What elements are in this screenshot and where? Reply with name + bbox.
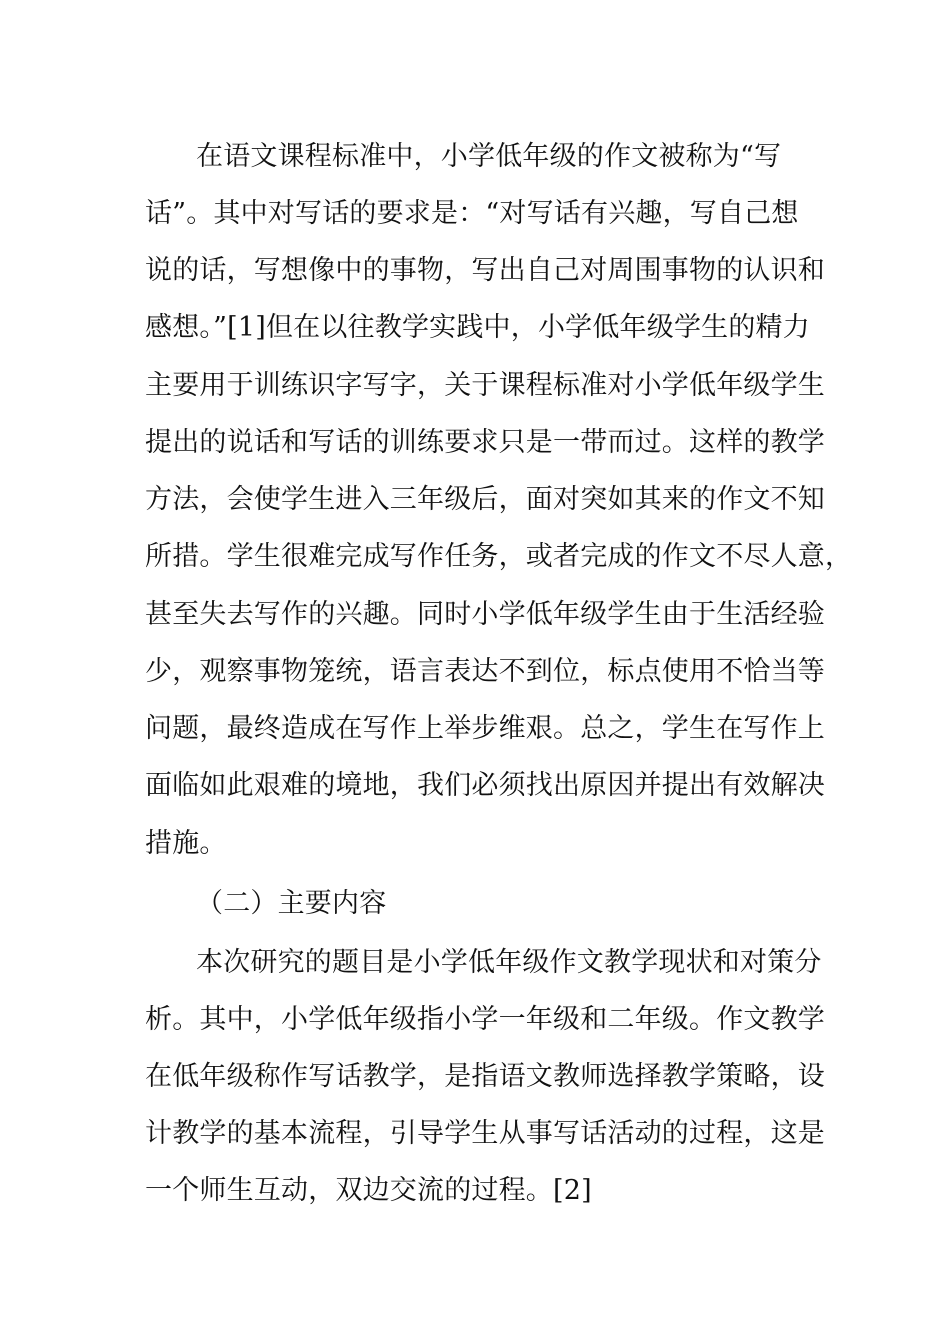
paragraph-1-line: 提出的说话和写话的训练要求只是一带而过。这样的教学 (145, 427, 825, 458)
paragraph-1-line: 少，观察事物笼统，语言表达不到位，标点使用不恰当等 (145, 656, 825, 687)
paragraph-2-line: 一个师生互动，双边交流的过程。[2] (145, 1175, 592, 1206)
paragraph-1-line: 措施。 (145, 828, 227, 859)
paragraph-1-line: 话”。其中对写话的要求是：“对写话有兴趣，写自己想 (145, 198, 799, 229)
paragraph-1-line: 说的话，写想像中的事物，写出自己对周围事物的认识和 (145, 255, 825, 286)
section-heading: （二）主要内容 (196, 888, 387, 919)
paragraph-2-line: 本次研究的题目是小学低年级作文教学现状和对策分 (196, 947, 822, 978)
paragraph-1-line: 所措。学生很难完成写作任务，或者完成的作文不尽人意， (145, 541, 853, 572)
paragraph-1-line: 方法，会使学生进入三年级后，面对突如其来的作文不知 (145, 484, 825, 515)
paragraph-1-line: 在语文课程标准中，小学低年级的作文被称为“写 (196, 141, 782, 172)
paragraph-1-line: 甚至失去写作的兴趣。同时小学低年级学生由于生活经验 (145, 599, 825, 630)
paragraph-1-line: 感想。”[1]但在以往教学实践中，小学低年级学生的精力 (145, 312, 810, 343)
paragraph-2-line: 计教学的基本流程，引导学生从事写话活动的过程，这是 (145, 1118, 825, 1149)
paragraph-2-line: 在低年级称作写话教学，是指语文教师选择教学策略，设 (145, 1061, 825, 1092)
paragraph-2-line: 析。其中，小学低年级指小学一年级和二年级。作文教学 (145, 1004, 825, 1035)
paragraph-1-line: 问题，最终造成在写作上举步维艰。总之，学生在写作上 (145, 713, 825, 744)
paragraph-1-line: 面临如此艰难的境地，我们必须找出原因并提出有效解决 (145, 770, 825, 801)
paragraph-1-line: 主要用于训练识字写字，关于课程标准对小学低年级学生 (145, 370, 825, 401)
